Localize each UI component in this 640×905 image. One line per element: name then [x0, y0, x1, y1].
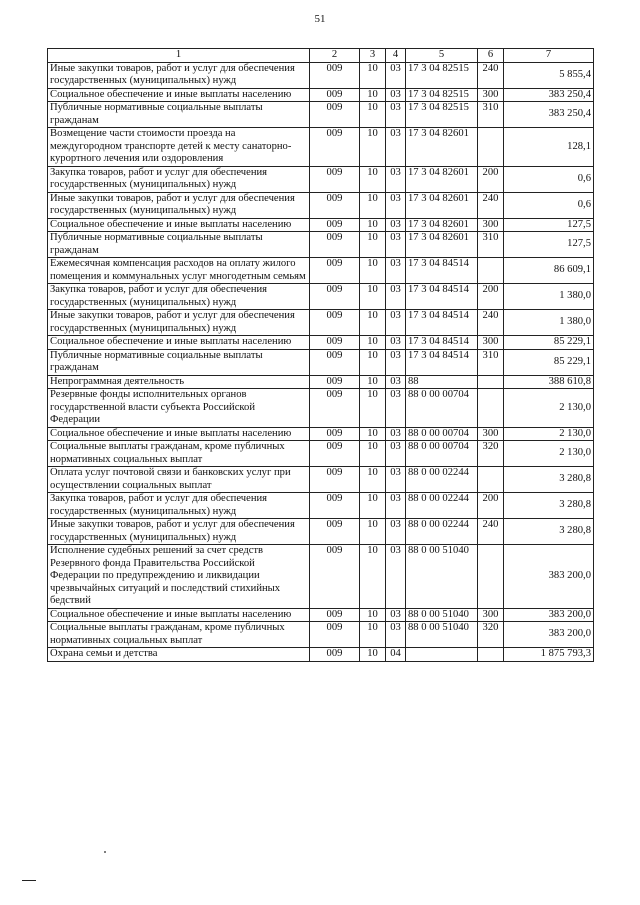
row-sum: 1 875 793,3 — [504, 648, 594, 662]
row-sum: 388 610,8 — [504, 375, 594, 389]
row-expense-type: 310 — [478, 102, 504, 128]
row-section-code: 10 — [360, 493, 386, 519]
table-row — [48, 258, 594, 284]
row-target-code: 17 3 04 82601 — [406, 166, 478, 192]
row-section-code: 10 — [360, 336, 386, 350]
row-section-code: 10 — [360, 88, 386, 102]
row-ministry-code: 009 — [310, 232, 360, 258]
table-row — [48, 284, 594, 310]
row-section-code: 10 — [360, 648, 386, 662]
col-header-section: 3 — [360, 49, 386, 63]
row-target-code: 88 0 00 51040 — [406, 545, 478, 609]
row-sum: 2 130,0 — [504, 389, 594, 428]
row-sum: 5 855,4 — [504, 62, 594, 88]
row-sum: 0,6 — [504, 166, 594, 192]
row-section-code: 10 — [360, 310, 386, 336]
row-expense-type: 300 — [478, 608, 504, 622]
row-target-code: 17 3 04 82601 — [406, 192, 478, 218]
row-target-code: 17 3 04 84514 — [406, 310, 478, 336]
row-subsection-code: 03 — [386, 545, 406, 609]
table-row — [48, 102, 594, 128]
row-sum: 383 200,0 — [504, 622, 594, 648]
row-target-code: 17 3 04 82601 — [406, 218, 478, 232]
row-subsection-code: 04 — [386, 648, 406, 662]
table-row — [48, 166, 594, 192]
row-subsection-code: 03 — [386, 232, 406, 258]
row-subsection-code: 03 — [386, 166, 406, 192]
row-name: Закупка товаров, работ и услуг для обеспечения государственных (муниципальных) нужд — [48, 284, 310, 310]
row-ministry-code: 009 — [310, 166, 360, 192]
row-sum: 128,1 — [504, 128, 594, 167]
table-row — [48, 519, 594, 545]
row-subsection-code: 03 — [386, 608, 406, 622]
row-section-code: 10 — [360, 102, 386, 128]
row-sum: 1 380,0 — [504, 284, 594, 310]
row-expense-type — [478, 128, 504, 167]
row-section-code: 10 — [360, 128, 386, 167]
row-target-code: 17 3 04 82515 — [406, 62, 478, 88]
row-target-code: 17 3 04 82601 — [406, 232, 478, 258]
table-row — [48, 336, 594, 350]
table-row — [48, 349, 594, 375]
row-expense-type: 320 — [478, 622, 504, 648]
table-row — [48, 648, 594, 662]
header-row — [48, 49, 594, 63]
row-target-code: 17 3 04 82515 — [406, 102, 478, 128]
row-subsection-code: 03 — [386, 349, 406, 375]
col-header-type: 6 — [478, 49, 504, 63]
row-subsection-code: 03 — [386, 284, 406, 310]
row-expense-type — [478, 375, 504, 389]
row-sum: 2 130,0 — [504, 441, 594, 467]
row-expense-type: 240 — [478, 62, 504, 88]
row-name: Иные закупки товаров, работ и услуг для обеспечения государственных (муниципальных) нужд — [48, 519, 310, 545]
row-subsection-code: 03 — [386, 336, 406, 350]
row-name: Социальное обеспечение и иные выплаты населению — [48, 336, 310, 350]
row-name: Публичные нормативные социальные выплаты гражданам — [48, 102, 310, 128]
row-ministry-code: 009 — [310, 88, 360, 102]
table-row — [48, 218, 594, 232]
row-target-code: 88 0 00 02244 — [406, 493, 478, 519]
row-ministry-code: 009 — [310, 102, 360, 128]
row-target-code — [406, 648, 478, 662]
row-name: Социальное обеспечение и иные выплаты населению — [48, 608, 310, 622]
row-ministry-code: 009 — [310, 467, 360, 493]
row-ministry-code: 009 — [310, 519, 360, 545]
budget-table — [47, 48, 594, 662]
col-header-ministry: 2 — [310, 49, 360, 63]
row-target-code: 17 3 04 84514 — [406, 284, 478, 310]
row-section-code: 10 — [360, 427, 386, 441]
table-row — [48, 192, 594, 218]
row-expense-type: 240 — [478, 519, 504, 545]
table-row — [48, 310, 594, 336]
row-subsection-code: 03 — [386, 218, 406, 232]
row-section-code: 10 — [360, 622, 386, 648]
row-ministry-code: 009 — [310, 258, 360, 284]
row-section-code: 10 — [360, 389, 386, 428]
row-expense-type: 200 — [478, 166, 504, 192]
row-sum: 85 229,1 — [504, 336, 594, 350]
row-ministry-code: 009 — [310, 608, 360, 622]
row-subsection-code: 03 — [386, 389, 406, 428]
row-expense-type: 240 — [478, 192, 504, 218]
row-sum: 383 250,4 — [504, 102, 594, 128]
row-ministry-code: 009 — [310, 310, 360, 336]
row-expense-type: 200 — [478, 284, 504, 310]
row-target-code: 88 — [406, 375, 478, 389]
row-expense-type: 310 — [478, 232, 504, 258]
table-row — [48, 427, 594, 441]
row-section-code: 10 — [360, 441, 386, 467]
row-expense-type: 300 — [478, 218, 504, 232]
row-section-code: 10 — [360, 218, 386, 232]
row-sum: 0,6 — [504, 192, 594, 218]
row-ministry-code: 009 — [310, 192, 360, 218]
row-subsection-code: 03 — [386, 128, 406, 167]
row-expense-type — [478, 389, 504, 428]
row-expense-type: 300 — [478, 427, 504, 441]
row-subsection-code: 03 — [386, 622, 406, 648]
row-sum: 3 280,8 — [504, 467, 594, 493]
row-expense-type — [478, 258, 504, 284]
row-section-code: 10 — [360, 349, 386, 375]
row-subsection-code: 03 — [386, 427, 406, 441]
col-header-sum: 7 — [504, 49, 594, 63]
row-name: Социальные выплаты гражданам, кроме публичных нормативных социальных выплат — [48, 622, 310, 648]
table-row — [48, 545, 594, 609]
table-row — [48, 88, 594, 102]
row-target-code: 17 3 04 84514 — [406, 258, 478, 284]
row-sum: 85 229,1 — [504, 349, 594, 375]
row-target-code: 88 0 00 51040 — [406, 622, 478, 648]
row-section-code: 10 — [360, 258, 386, 284]
row-sum: 383 200,0 — [504, 545, 594, 609]
row-target-code: 88 0 00 00704 — [406, 389, 478, 428]
row-subsection-code: 03 — [386, 519, 406, 545]
row-target-code: 17 3 04 84514 — [406, 349, 478, 375]
row-target-code: 17 3 04 82515 — [406, 88, 478, 102]
row-expense-type: 300 — [478, 88, 504, 102]
row-target-code: 88 0 00 02244 — [406, 467, 478, 493]
table-row — [48, 62, 594, 88]
table-row — [48, 232, 594, 258]
row-ministry-code: 009 — [310, 62, 360, 88]
row-target-code: 17 3 04 82601 — [406, 128, 478, 167]
row-ministry-code: 009 — [310, 545, 360, 609]
row-ministry-code: 009 — [310, 375, 360, 389]
row-name: Иные закупки товаров, работ и услуг для обеспечения государственных (муниципальных) нужд — [48, 192, 310, 218]
row-name: Охрана семьи и детства — [48, 648, 310, 662]
table-body — [48, 62, 594, 661]
row-subsection-code: 03 — [386, 441, 406, 467]
row-expense-type — [478, 545, 504, 609]
row-sum: 2 130,0 — [504, 427, 594, 441]
table-row — [48, 389, 594, 428]
col-header-target: 5 — [406, 49, 478, 63]
row-name: Закупка товаров, работ и услуг для обеспечения государственных (муниципальных) нужд — [48, 493, 310, 519]
row-target-code: 88 0 00 00704 — [406, 441, 478, 467]
row-subsection-code: 03 — [386, 88, 406, 102]
row-subsection-code: 03 — [386, 258, 406, 284]
table-row — [48, 493, 594, 519]
margin-mark — [22, 880, 36, 881]
row-sum: 383 200,0 — [504, 608, 594, 622]
row-sum: 127,5 — [504, 218, 594, 232]
row-subsection-code: 03 — [386, 102, 406, 128]
page-number: 51 — [314, 13, 326, 25]
row-name: Ежемесячная компенсация расходов на оплату жилого помещения и коммунальных услуг многодетным семьям — [48, 258, 310, 284]
row-expense-type — [478, 467, 504, 493]
table-row — [48, 608, 594, 622]
table-row — [48, 375, 594, 389]
row-subsection-code: 03 — [386, 192, 406, 218]
row-name: Непрограммная деятельность — [48, 375, 310, 389]
row-ministry-code: 009 — [310, 218, 360, 232]
row-ministry-code: 009 — [310, 128, 360, 167]
row-ministry-code: 009 — [310, 389, 360, 428]
row-name: Иные закупки товаров, работ и услуг для обеспечения государственных (муниципальных) нужд — [48, 62, 310, 88]
row-section-code: 10 — [360, 166, 386, 192]
row-name: Закупка товаров, работ и услуг для обеспечения государственных (муниципальных) нужд — [48, 166, 310, 192]
row-name: Социальное обеспечение и иные выплаты населению — [48, 427, 310, 441]
row-subsection-code: 03 — [386, 375, 406, 389]
row-name: Исполнение судебных решений за счет средств Резервного фонда Правительства Российской Федерации по предупреждению и ликвидации чрезвычайных ситуаций и последствий стихийных бедствий — [48, 545, 310, 609]
row-ministry-code: 009 — [310, 493, 360, 519]
row-name: Социальное обеспечение и иные выплаты населению — [48, 218, 310, 232]
row-name: Публичные нормативные социальные выплаты гражданам — [48, 349, 310, 375]
row-ministry-code: 009 — [310, 336, 360, 350]
row-sum: 383 250,4 — [504, 88, 594, 102]
table-row — [48, 128, 594, 167]
row-section-code: 10 — [360, 232, 386, 258]
table-row — [48, 441, 594, 467]
row-sum: 127,5 — [504, 232, 594, 258]
row-subsection-code: 03 — [386, 467, 406, 493]
row-ministry-code: 009 — [310, 427, 360, 441]
row-name: Иные закупки товаров, работ и услуг для обеспечения государственных (муниципальных) нужд — [48, 310, 310, 336]
row-target-code: 17 3 04 84514 — [406, 336, 478, 350]
row-ministry-code: 009 — [310, 441, 360, 467]
row-expense-type: 300 — [478, 336, 504, 350]
row-section-code: 10 — [360, 375, 386, 389]
row-target-code: 88 0 00 02244 — [406, 519, 478, 545]
row-name: Социальное обеспечение и иные выплаты населению — [48, 88, 310, 102]
row-name: Резервные фонды исполнительных органов государственной власти субъекта Российской Федерации — [48, 389, 310, 428]
row-subsection-code: 03 — [386, 62, 406, 88]
row-name: Социальные выплаты гражданам, кроме публичных нормативных социальных выплат — [48, 441, 310, 467]
row-expense-type: 310 — [478, 349, 504, 375]
row-sum: 3 280,8 — [504, 493, 594, 519]
row-expense-type: 240 — [478, 310, 504, 336]
row-section-code: 10 — [360, 467, 386, 493]
row-target-code: 88 0 00 51040 — [406, 608, 478, 622]
row-section-code: 10 — [360, 62, 386, 88]
row-name: Оплата услуг почтовой связи и банковских услуг при осуществлении социальных выплат — [48, 467, 310, 493]
row-name: Публичные нормативные социальные выплаты гражданам — [48, 232, 310, 258]
row-ministry-code: 009 — [310, 349, 360, 375]
row-expense-type — [478, 648, 504, 662]
row-subsection-code: 03 — [386, 493, 406, 519]
row-section-code: 10 — [360, 545, 386, 609]
row-sum: 86 609,1 — [504, 258, 594, 284]
col-header-name: 1 — [48, 49, 310, 63]
row-subsection-code: 03 — [386, 310, 406, 336]
row-ministry-code: 009 — [310, 648, 360, 662]
row-target-code: 88 0 00 00704 — [406, 427, 478, 441]
row-section-code: 10 — [360, 608, 386, 622]
row-section-code: 10 — [360, 192, 386, 218]
row-sum: 3 280,8 — [504, 519, 594, 545]
scan-speck — [104, 851, 106, 853]
row-section-code: 10 — [360, 284, 386, 310]
row-ministry-code: 009 — [310, 284, 360, 310]
row-expense-type: 320 — [478, 441, 504, 467]
table-row — [48, 467, 594, 493]
table-row — [48, 622, 594, 648]
row-name: Возмещение части стоимости проезда на междугородном транспорте детей к месту санаторно-курортного лечения или оздоровления — [48, 128, 310, 167]
row-section-code: 10 — [360, 519, 386, 545]
col-header-subsection: 4 — [386, 49, 406, 63]
row-ministry-code: 009 — [310, 622, 360, 648]
row-sum: 1 380,0 — [504, 310, 594, 336]
row-expense-type: 200 — [478, 493, 504, 519]
